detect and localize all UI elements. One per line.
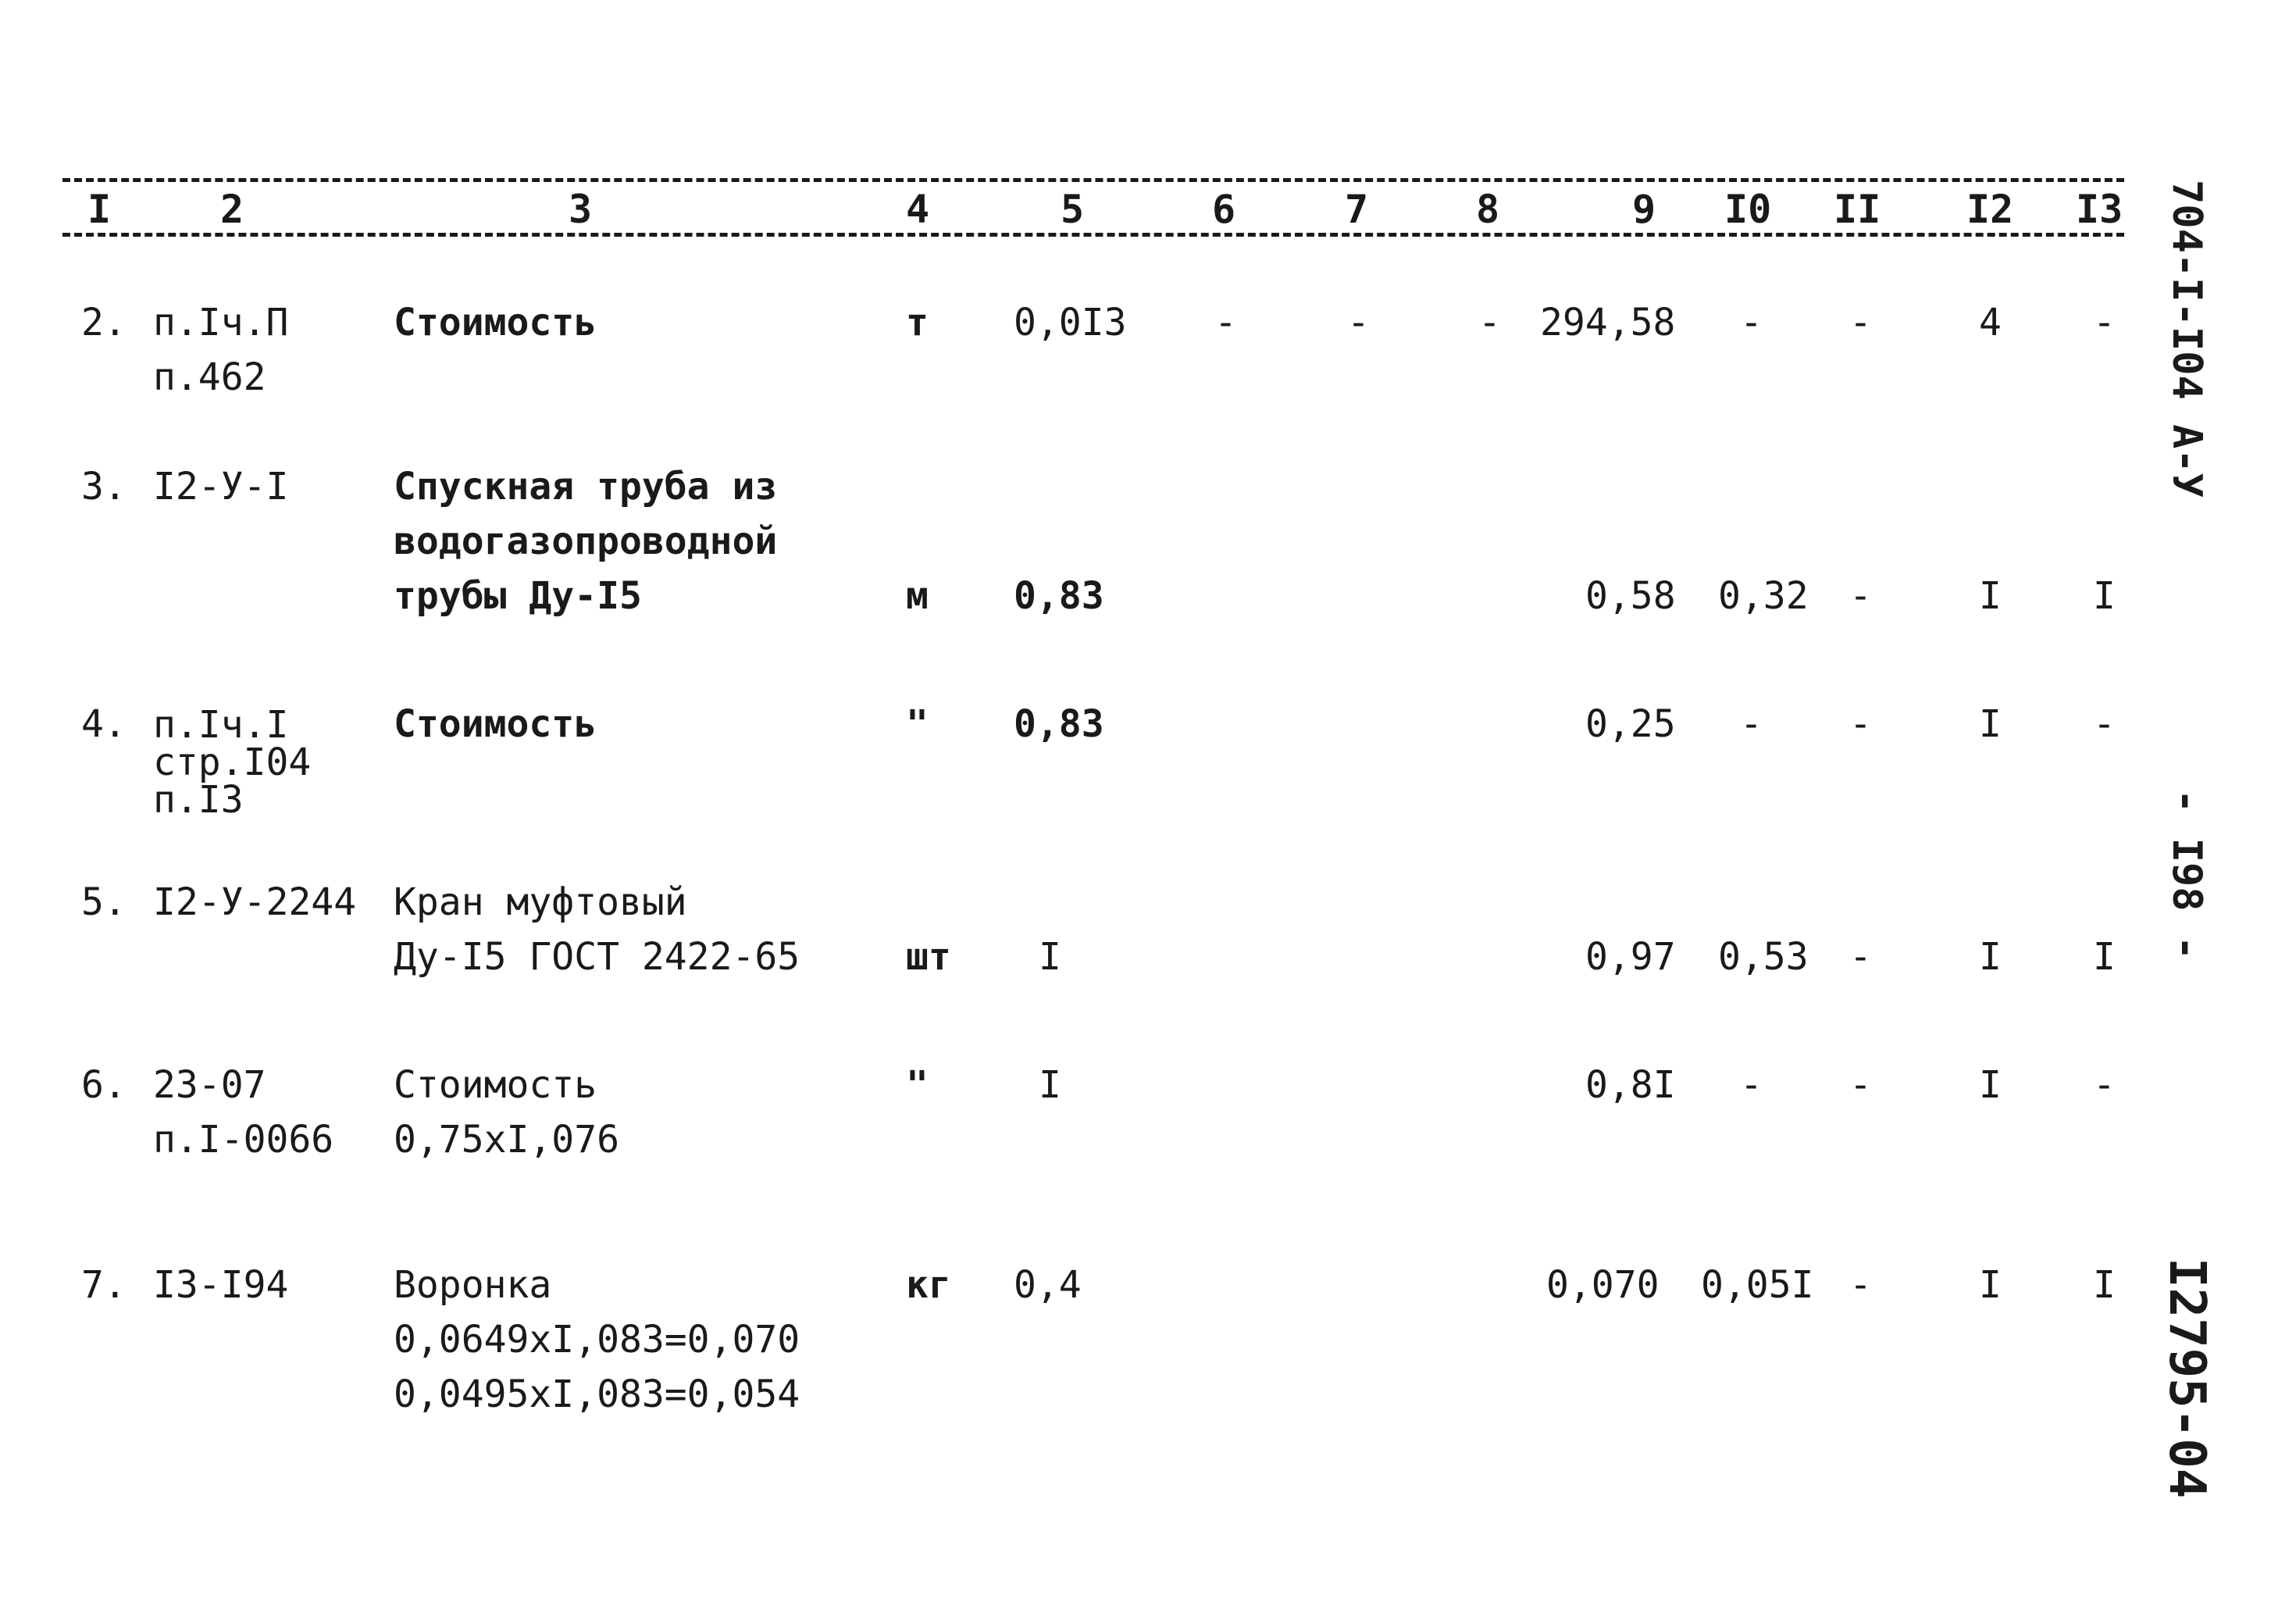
row-unit: " [906, 1063, 929, 1107]
row-number: 7. [81, 1263, 127, 1307]
header-col-7: 7 [1345, 187, 1369, 232]
row-col9: 0,25 [1585, 702, 1676, 746]
header-col-3: 3 [569, 187, 593, 232]
header-col-11: II [1834, 187, 1881, 232]
row-col11: - [1849, 1263, 1872, 1307]
row-unit: " [906, 702, 929, 746]
row-code: I3-I94 [153, 1263, 289, 1307]
row-col10: 0,53 [1718, 935, 1809, 979]
row-col7: - [1347, 301, 1370, 344]
row-quantity: I [1039, 935, 1061, 979]
row-col10: 0,32 [1718, 574, 1809, 618]
row-code: I2-У-2244 [153, 880, 357, 924]
row-col12: I [1979, 702, 2002, 746]
header-col-4: 4 [906, 187, 930, 232]
row-col9: 0,070 [1546, 1263, 1660, 1307]
row-code: 23-07 п.I-0066 [153, 1063, 334, 1162]
row-col13: - [2093, 301, 2116, 344]
row-quantity: 0,0I3 [1014, 301, 1127, 344]
row-quantity: 0,83 [1014, 702, 1104, 746]
row-number: 5. [81, 880, 127, 924]
row-col11: - [1849, 574, 1872, 618]
row-col9: 0,8I [1585, 1063, 1676, 1107]
row-col13: I [2093, 574, 2116, 618]
row-number: 3. [81, 465, 127, 509]
row-col12: I [1979, 935, 2002, 979]
row-quantity: I [1039, 1063, 1061, 1107]
row-col13: I [2093, 935, 2116, 979]
row-col10: - [1740, 1063, 1763, 1107]
row-col12: I [1979, 574, 2002, 618]
row-code: п.Iч.I стр.I04 п.I3 [153, 703, 312, 822]
row-unit: т [906, 301, 929, 344]
header-bottom-rule [62, 233, 2124, 237]
row-name: Стоимость [394, 301, 597, 344]
row-col8: - [1478, 301, 1501, 344]
row-col11: - [1849, 702, 1872, 746]
header-col-10: I0 [1724, 187, 1772, 232]
document-code: 704-I-I04 А-У [2163, 180, 2210, 498]
row-col11: - [1849, 1063, 1872, 1107]
row-col12: I [1979, 1063, 2002, 1107]
row-col11: - [1849, 301, 1872, 344]
row-col11: - [1849, 935, 1872, 979]
row-col9: 0,97 [1585, 935, 1676, 979]
row-name: Воронка 0,0649хI,083=0,070 0,0495хI,083=0,054 [394, 1263, 800, 1416]
row-col13: I [2093, 1263, 2116, 1307]
row-name: Кран муфтовый Ду-I5 ГОСТ 2422-65 [394, 880, 800, 979]
header-col-12: I2 [1966, 187, 2014, 232]
row-number: 2. [81, 301, 127, 344]
row-number: 4. [81, 702, 127, 746]
row-col12: 4 [1979, 301, 2002, 344]
archive-number: I2795-04 [2158, 1258, 2216, 1499]
row-number: 6. [81, 1063, 127, 1107]
row-col9: 294,58 [1540, 301, 1676, 344]
row-name: Стоимость [394, 702, 597, 746]
header-col-8: 8 [1476, 187, 1500, 232]
page-number: - I98 - [2163, 789, 2210, 961]
row-name: Спускная труба из водогазопроводной трубы Ду-I5 [394, 465, 778, 618]
header-col-13: I3 [2076, 187, 2123, 232]
row-col10: - [1740, 301, 1763, 344]
row-code: I2-У-I [153, 465, 289, 509]
row-unit: шт [906, 935, 951, 979]
row-quantity: 0,83 [1014, 574, 1104, 618]
header-col-6: 6 [1212, 187, 1236, 232]
row-col12: I [1979, 1263, 2002, 1307]
row-unit: м [906, 574, 929, 618]
row-quantity: 0,4 [1014, 1263, 1082, 1307]
row-unit: кг [906, 1263, 951, 1307]
row-code: п.Iч.П п.462 [153, 301, 289, 399]
row-name: Стоимость 0,75хI,076 [394, 1063, 619, 1162]
row-col6: - [1214, 301, 1237, 344]
header-col-1: I [87, 187, 112, 232]
row-col10: - [1740, 702, 1763, 746]
header-top-rule [62, 178, 2124, 182]
header-col-2: 2 [220, 187, 244, 232]
row-col13: - [2093, 702, 2116, 746]
header-col-5: 5 [1061, 187, 1085, 232]
header-col-9: 9 [1632, 187, 1656, 232]
row-col13: - [2093, 1063, 2116, 1107]
row-col10: 0,05I [1701, 1263, 1814, 1307]
row-col9: 0,58 [1585, 574, 1676, 618]
